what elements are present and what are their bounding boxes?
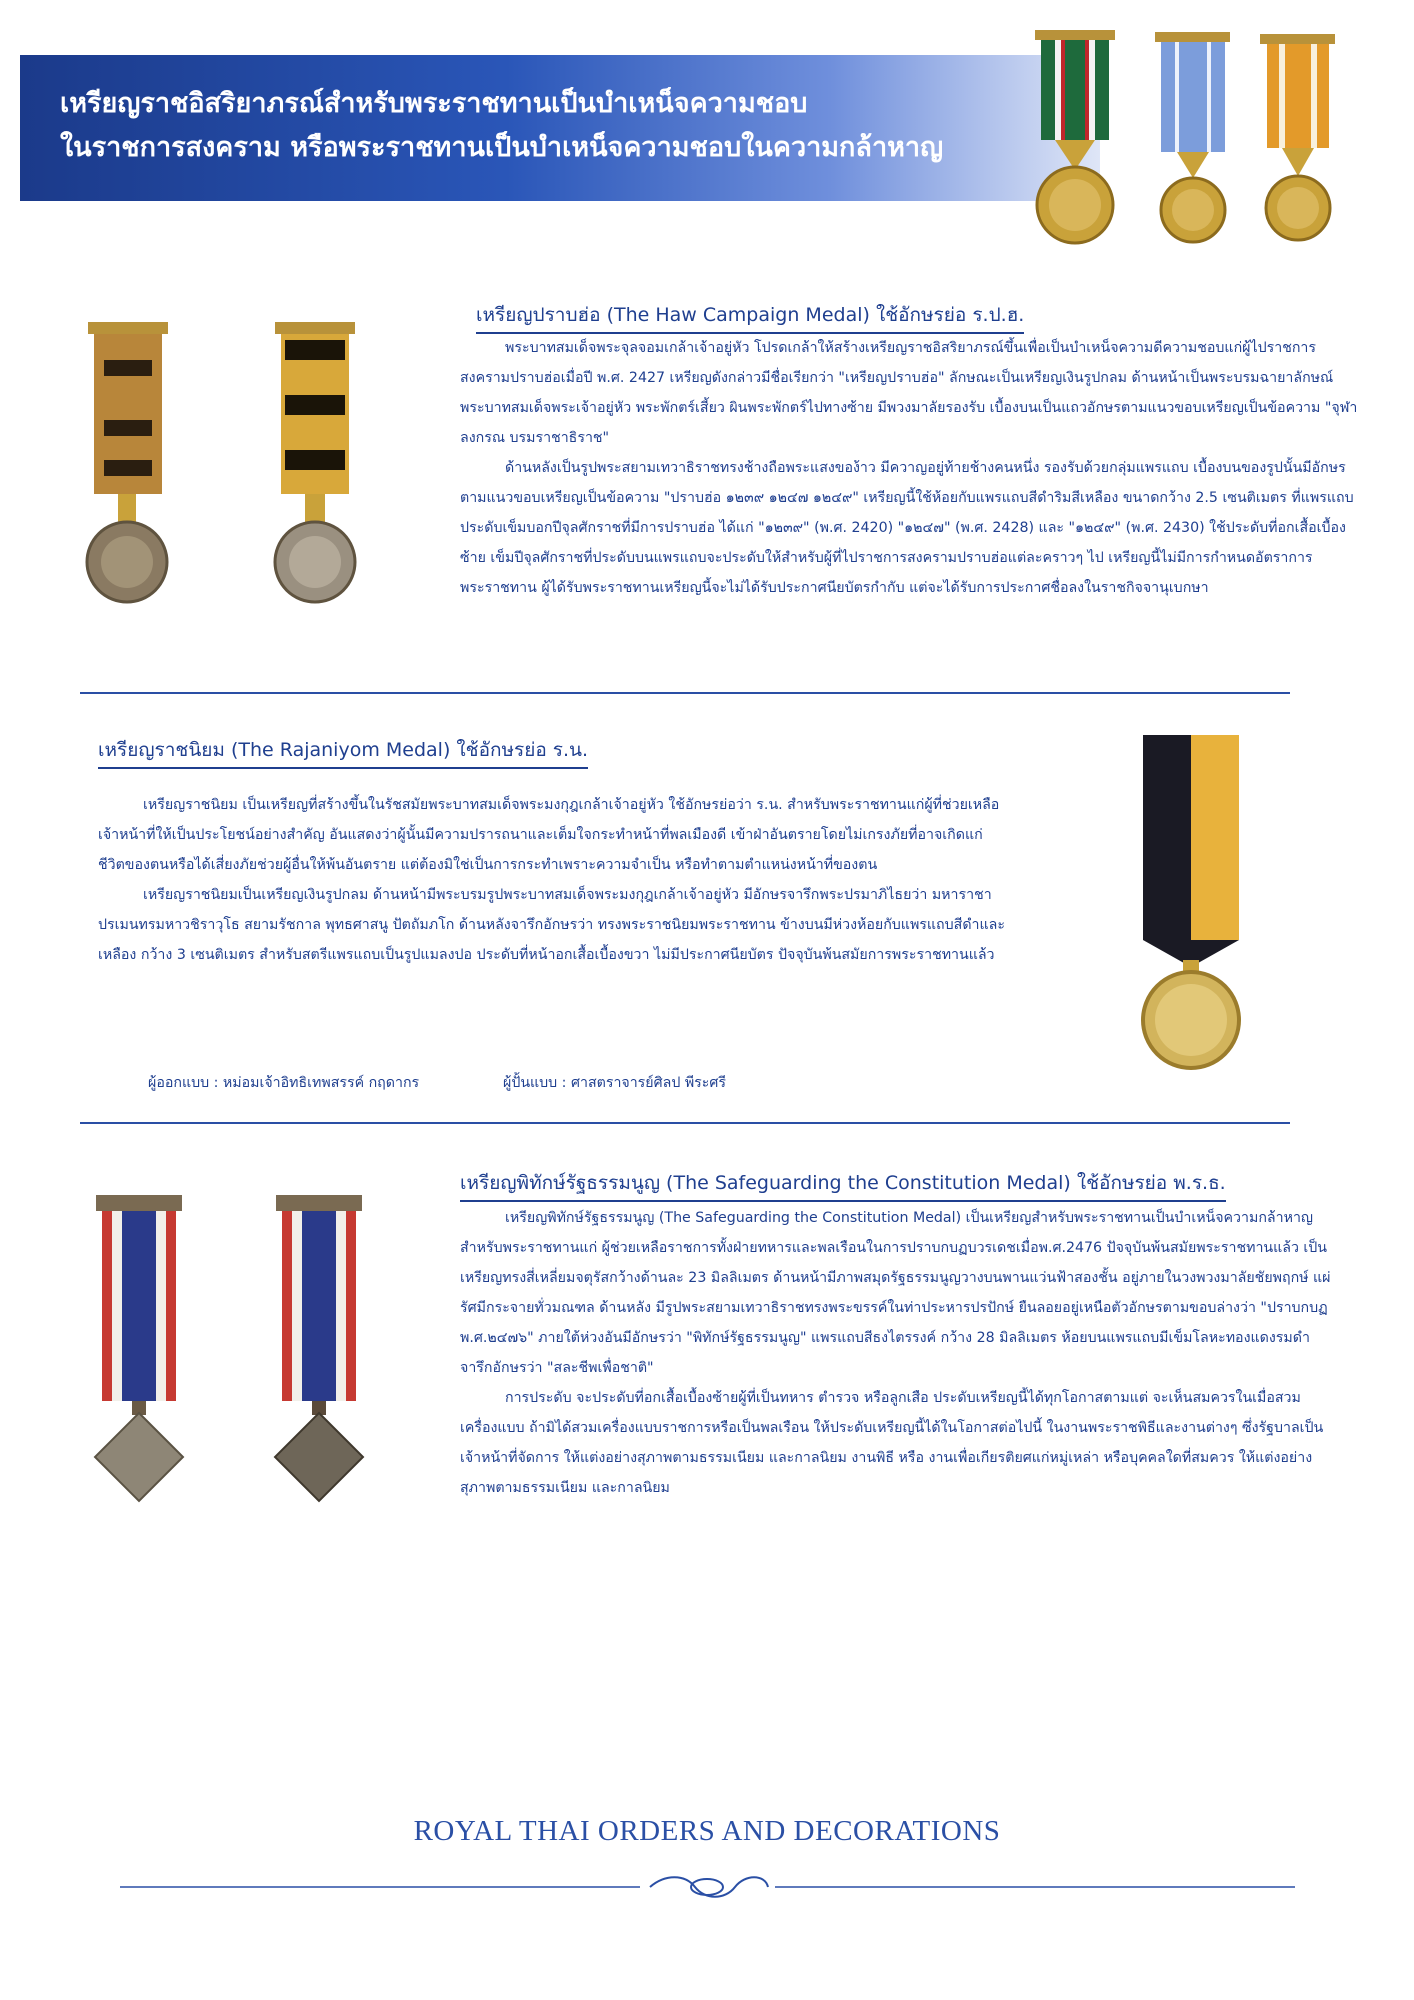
- constitution-medal-text: [460, 1203, 1335, 1503]
- header-medals-image: [1035, 20, 1405, 260]
- page-title-line2: ในราชการสงคราม หรือพระราชทานเป็นบำเหน็จความชอบในความกล้าหาญ: [60, 132, 944, 163]
- constitution-medal-image: [88, 1195, 408, 1515]
- paragraph: การประดับ จะประดับที่อกเสื้อเบื้องซ้ายผู้ที่เป็นทหาร ตำรวจ หรือลูกเสือ ประดับเหรียญนี้ได้ทุกโอกาสตามแต่ จะเห็นสมควรในเมื่อสวมเครื่องแบบ ถ้ามิได้สวมเครื่องแบบราชการหรือเป็นพลเรือน ให้ประดับเหรียญนี้ได้ในโอกาสต่อไปนี้ ในงานพระราชพิธีและงานต่างๆ ซึ่งรัฐบาลเป็นเจ้าหน้าที่จัดการ ให้แต่งอย่างสุภาพตามธรรมเนียม และกาลนิยม งานพิธี หรือ งานเพื่อเกียรติยศแก่หมู่เหล่า หรือบุคคลใดที่สมควร ให้แต่งอย่างสุภาพตามธรรมเนียม และกาลนิยม: [460, 1390, 1324, 1496]
- section-divider: [80, 1122, 1290, 1124]
- haw-medal-image: [80, 310, 400, 630]
- paragraph: พระบาทสมเด็จพระจุลจอมเกล้าเจ้าอยู่หัว โปรดเกล้าให้สร้างเหรียญราชอิสริยาภรณ์ขึ้นเพื่อเป็นบำเหน็จความดีความชอบแก่ผู้ไปราชการสงครามปราบฮ่อเมื่อปี พ.ศ. 2427 เหรียญดังกล่าวมีชื่อเรียกว่า "เหรียญปราบฮ่อ" ลักษณะเป็นเหรียญเงินรูปกลม ด้านหน้าเป็นพระบรมฉายาลักษณ์พระบาทสมเด็จพระเจ้าอยู่หัว พระพักตร์เสี้ยว ผินพระพักตร์ไปทางซ้าย มีพวงมาลัยรองรับ เบื้องบนเป็นแถวอักษรตามแนวขอบเหรียญเป็นข้อความ "จุฬาลงกรณ บรมราชาธิราช": [460, 340, 1358, 446]
- rajaniyom-medal-text: [98, 790, 1008, 970]
- footer-title: ROYAL THAI ORDERS AND DECORATIONS: [413, 1815, 1001, 1847]
- constitution-medal-title: เหรียญพิทักษ์รัฐธรรมนูญ (The Safeguarding the Constitution Medal) ใช้อักษรย่อ พ.ร.ธ.: [460, 1168, 1226, 1202]
- page-title-line1: เหรียญราชอิสริยาภรณ์สำหรับพระราชทานเป็นบำเหน็จความชอบ: [60, 88, 808, 119]
- rajaniyom-medal-image: [1125, 735, 1255, 1070]
- rajaniyom-medal-title: เหรียญราชนิยม (The Rajaniyom Medal) ใช้อักษรย่อ ร.น.: [98, 735, 588, 769]
- haw-medal-title: เหรียญปราบฮ่อ (The Haw Campaign Medal) ใช้อักษรย่อ ร.ป.ฮ.: [476, 300, 1024, 334]
- section-divider: [80, 692, 1290, 694]
- paragraph: เหรียญราชนิยม เป็นเหรียญที่สร้างขึ้นในรัชสมัยพระบาทสมเด็จพระมงกุฎเกล้าเจ้าอยู่หัว ใช้อักษรย่อว่า ร.น. สำหรับพระราชทานแก่ผู้ที่ช่วยเหลือเจ้าหน้าที่ให้เป็นประโยชน์อย่างสำคัญ อันแสดงว่าผู้นั้นมีความปรารถนาและเต็มใจกระทำหน้าที่พลเมืองดี เข้าฝ่าอันตรายโดยไม่เกรงภัยที่อาจเกิดแก่ชีวิตของตนหรือได้เสี่ยงภัยช่วยผู้อื่นให้พ้นอันตราย แต่ต้องมิใช่เป็นการกระทำเพราะความจำเป็น หรือทำตามตำแหน่งหน้าที่ของตน: [98, 797, 1000, 873]
- page-title: [60, 82, 1060, 170]
- paragraph: เหรียญพิทักษ์รัฐธรรมนูญ (The Safeguarding the Constitution Medal) เป็นเหรียญสำหรับพระราชทานเป็นบำเหน็จความกล้าหาญ สำหรับพระราชทานแก่ ผู้ช่วยเหลือราชการทั้งฝ่ายทหารและพลเรือนในการปราบกบฏบวรเดชเมื่อพ.ศ.2476 ปัจจุบันพ้นสมัยพระราชทานแล้ว เป็นเหรียญทรงสี่เหลี่ยมจตุรัสกว้างด้านละ 23 มิลลิเมตร ด้านหน้ามีภาพสมุดรัฐธรรมนูญวางบนพานแว่นฟ้าสองชั้น อยู่ภายในวงพวงมาลัยชัยพฤกษ์ แผ่รัศมีกระจายทั่วมณฑล ด้านหลัง มีรูปพระสยามเทวาธิราชทรงพระขรรค์ในท่าประหารปรปักษ์ ยืนลอยอยู่เหนือตัวอักษรตามขอบล่างว่า "ปราบกบฏ พ.ศ.๒๔๗๖" ภายใต้ห่วงอันมีอักษรว่า "พิทักษ์รัฐธรรมนูญ" แพรแถบสีธงไตรรงค์ กว้าง 28 มิลลิเมตร ห้อยบนแพรแถบมีเข็มโลหะทองแดงรมดำ จารึกอักษรว่า "สละชีพเพื่อชาติ": [460, 1210, 1331, 1376]
- haw-medal-text: [460, 333, 1360, 603]
- footer-ornament-divider: [120, 1872, 1295, 1902]
- paragraph: ด้านหลังเป็นรูปพระสยามเทวาธิราชทรงช้างถือพระแสงของ้าว มีควาญอยู่ท้ายช้างคนหนึ่ง รองรับด้วยกลุ่มแพรแถบ เบื้องบนของรูปนั้นมีอักษรตามแนวขอบเหรียญเป็นข้อความ "ปราบฮ่อ ๑๒๓๙ ๑๒๔๗ ๑๒๔๙" เหรียญนี้ใช้ห้อยกับแพรแถบสีดำริมสีเหลือง ขนาดกว้าง 2.5 เซนติเมตร ที่แพรแถบประดับเข็มบอกปีจุลศักราชที่มีการปราบฮ่อ ได้แก่ "๑๒๓๙" (พ.ศ. 2420) "๑๒๔๗" (พ.ศ. 2428) และ "๑๒๔๙" (พ.ศ. 2430) ใช้ประดับที่อกเสื้อเบื้องซ้าย เข็มปีจุลศักราชที่ประดับบนแพรแถบจะประดับให้สำหรับผู้ที่ไปราชการสงครามปราบฮ่อแต่ละคราวๆ ไป เหรียญนี้ไม่มีการกำหนดอัตราการพระราชทาน ผู้ได้รับพระราชทานเหรียญนี้จะไม่ได้รับประกาศนียบัตรกำกับ แต่จะได้รับการประกาศชื่อลงในราชกิจจานุเบกษา: [460, 460, 1354, 596]
- sculptor-credit: ผู้ปั้นแบบ : ศาสตราจารย์ศิลป พีระศรี: [503, 1075, 727, 1091]
- paragraph: เหรียญราชนิยมเป็นเหรียญเงินรูปกลม ด้านหน้ามีพระบรมรูปพระบาทสมเด็จพระมงกุฎเกล้าเจ้าอยู่หัว มีอักษรจารึกพระปรมาภิไธยว่า มหาราชา ปรเมนทรมหาวชิราวุโธ สยามรัชกาล พุทธศาสนู ปัตถัมภโก ด้านหลังจารึกอักษรว่า ทรงพระราชนิยมพระราชทาน ข้างบนมีห่วงห้อยกับแพรแถบสีดำและเหลือง กว้าง 3 เซนติเมตร สำหรับสตรีแพรแถบเป็นรูปแมลงปอ ประดับที่หน้าอกเสื้อเบื้องขวา ไม่มีประกาศนียบัตร ปัจจุบันพ้นสมัยการพระราชทานแล้ว: [98, 887, 1005, 963]
- designer-credit: ผู้ออกแบบ : หม่อมเจ้าอิทธิเทพสรรค์ กฤดากร: [148, 1075, 420, 1091]
